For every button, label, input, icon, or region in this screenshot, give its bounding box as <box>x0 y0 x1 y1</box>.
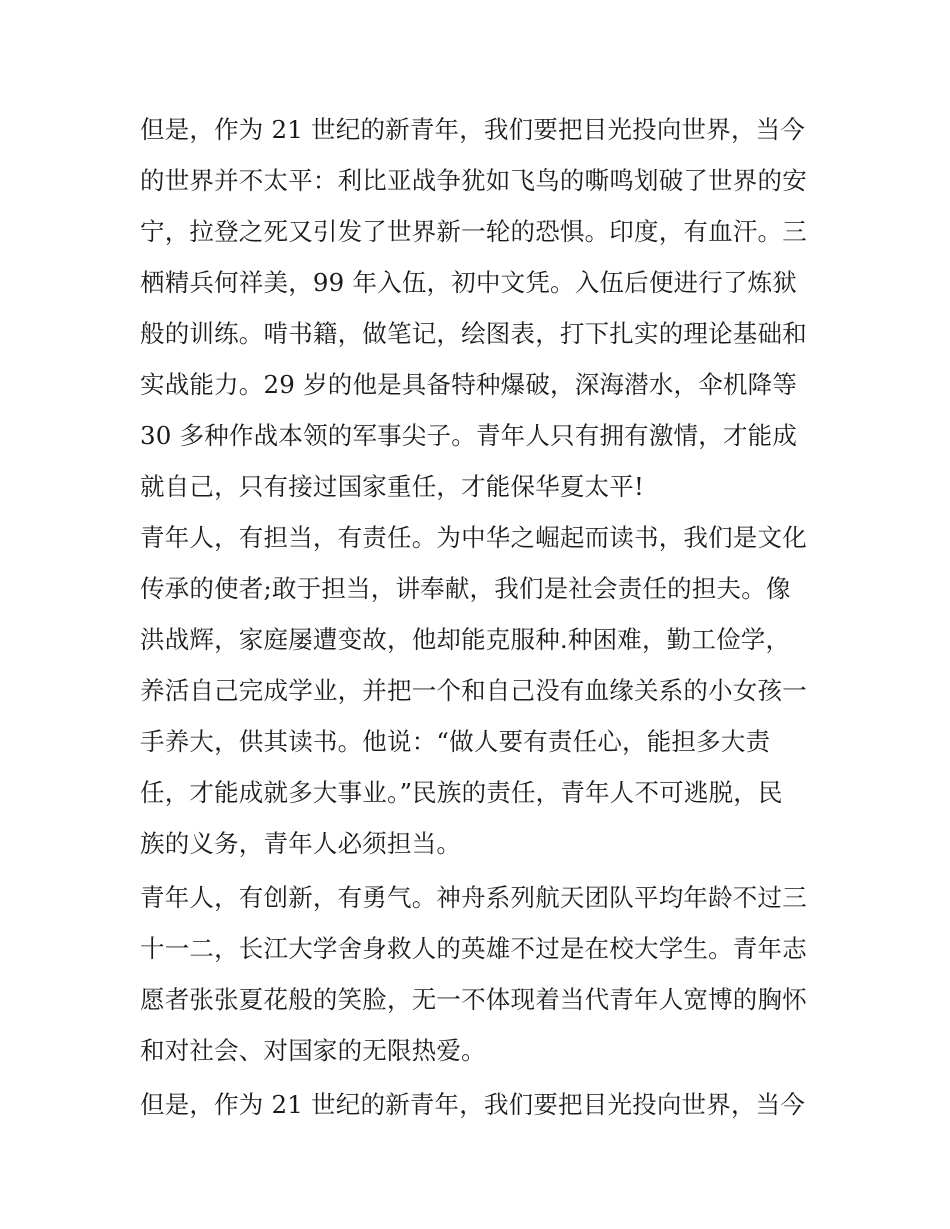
text-line: 就自己，只有接过国家重任，才能保华夏太平! <box>140 472 645 501</box>
text-line: 宁，拉登之死又引发了世界新一轮的恐惧。印度，有血汗。三 <box>140 217 807 246</box>
text-line: 的世界并不太平：利比亚战争犹如飞鸟的嘶鸣划破了世界的安 <box>140 166 807 195</box>
text-line: 养活自己完成学业，并把一个和自己没有血缘关系的小女孩一 <box>140 676 807 705</box>
text-line: 和对社会、对国家的无限热爱。 <box>140 1036 486 1065</box>
text-line: 栖精兵何祥美，99 年入伍，初中文凭。入伍后便进行了炼狱 <box>140 268 798 297</box>
text-line: 实战能力。29 岁的他是具备特种爆破，深海潜水，伞机降等 <box>140 370 798 399</box>
text-line: 手养大，供其读书。他说：“做人要有责任心，能担多大责 <box>140 727 771 756</box>
text-line: 族的义务，青年人必须担当。 <box>140 829 462 858</box>
text-line: 30 多种作战本领的军事尖子。青年人只有拥有激情，才能成 <box>140 421 798 450</box>
paragraph-2 <box>140 512 820 869</box>
text-line: 洪战辉，家庭屡遭变故，他却能克服种.种困难，勤工俭学， <box>140 625 791 654</box>
paragraph-3 <box>140 872 820 1076</box>
text-line: 青年人，有担当，有责任。为中华之崛起而读书，我们是文化 <box>140 523 807 552</box>
text-line: 任，才能成就多大事业。”民族的责任，青年人不可逃脱，民 <box>140 778 783 807</box>
text-line: 但是，作为 21 世纪的新青年，我们要把目光投向世界，当今 <box>140 1090 806 1119</box>
text-line: 愿者张张夏花般的笑脸，无一不体现着当代青年人宽博的胸怀 <box>140 985 807 1014</box>
text-line: 十一二，长江大学舍身救人的英雄不过是在校大学生。青年志 <box>140 934 807 963</box>
text-line: 但是，作为 21 世纪的新青年，我们要把目光投向世界，当今 <box>140 115 806 144</box>
document-body <box>140 104 820 1130</box>
text-line: 青年人，有创新，有勇气。神舟系列航天团队平均年龄不过三 <box>140 883 807 912</box>
paragraph-1 <box>140 104 820 512</box>
paragraph-4 <box>140 1079 820 1130</box>
text-line: 般的训练。啃书籍，做笔记，绘图表，打下扎实的理论基础和 <box>140 319 807 348</box>
text-line: 传承的使者;敢于担当，讲奉献，我们是社会责任的担夫。像 <box>140 574 791 603</box>
